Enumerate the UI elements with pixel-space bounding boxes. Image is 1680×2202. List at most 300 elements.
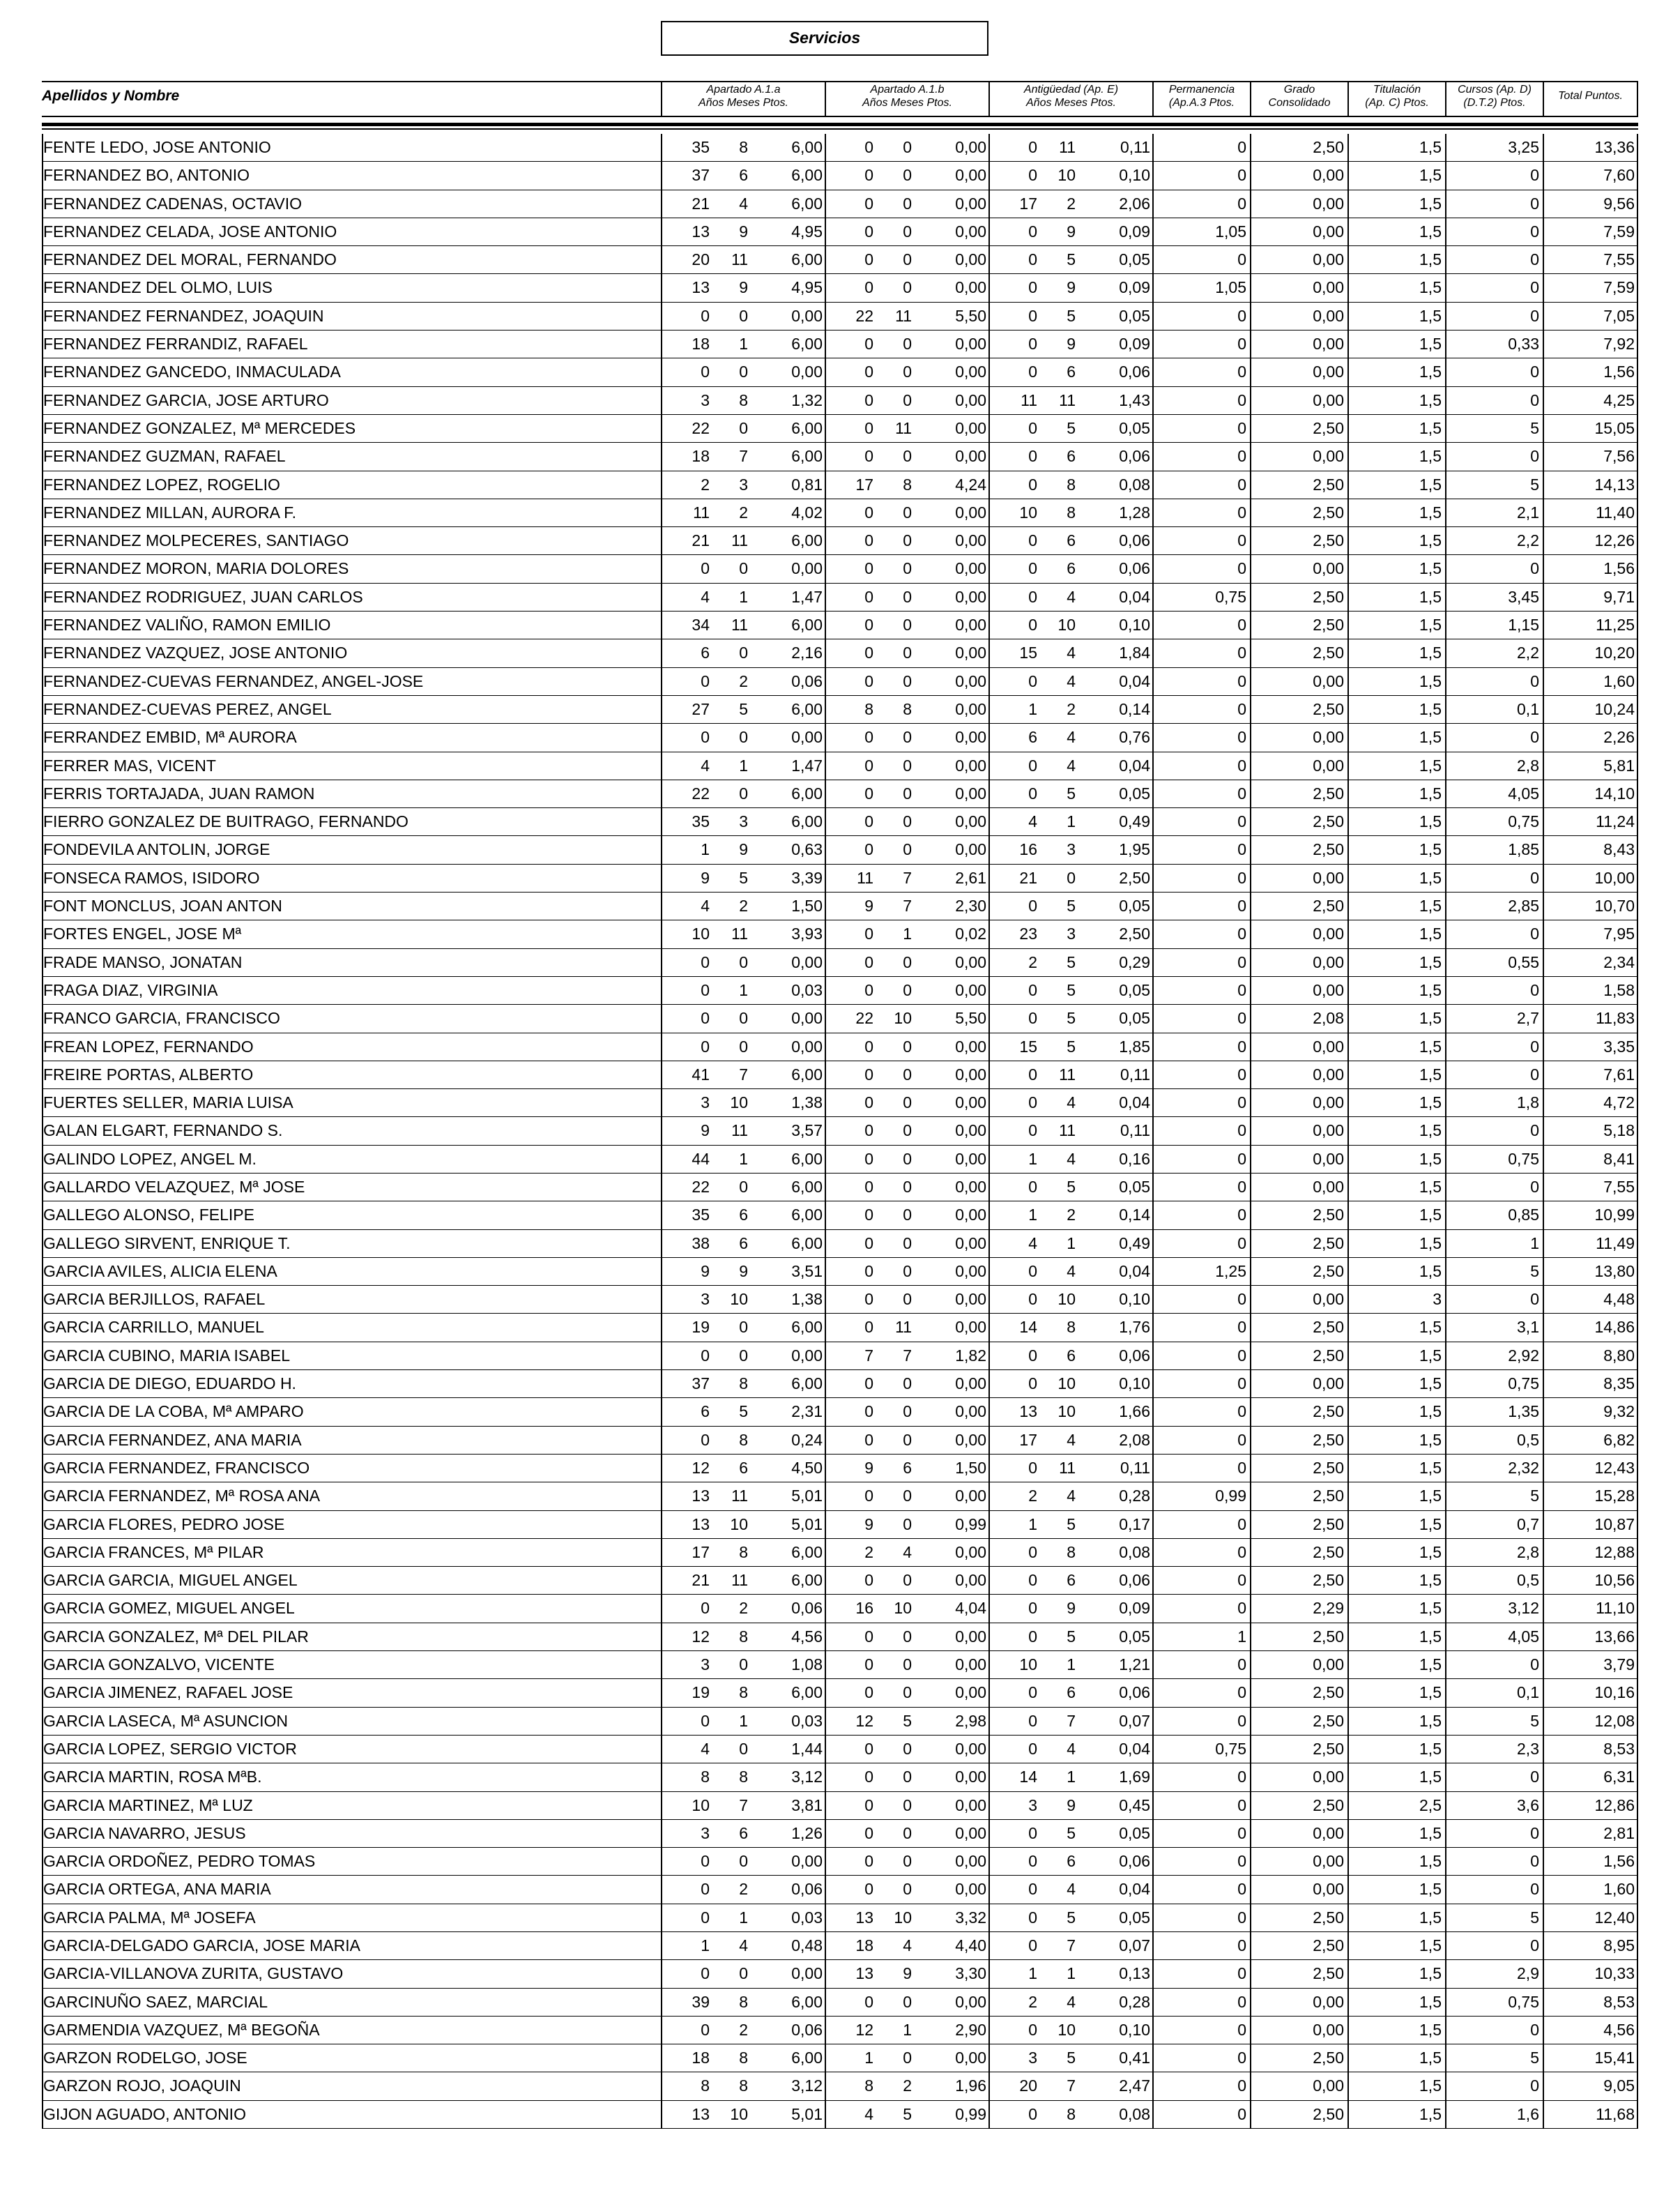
value-cell: 0,00 [1313,1823,1344,1842]
value-cell: 6 [701,1402,710,1421]
value-cell: 0 [1028,1599,1037,1618]
value-cell: 6 [739,1458,748,1477]
table-row [42,471,1638,499]
value-cell: 10 [894,1908,912,1927]
name-cell: GARCIA-VILLANOVA ZURITA, GUSTAVO [43,1964,344,1983]
value-cell: 0,05 [1119,897,1150,916]
value-cell: 0 [1530,1290,1539,1309]
value-cell: 0 [739,363,748,381]
value-cell: 34 [692,616,710,635]
value-cell: 0,7 [1517,1514,1539,1533]
value-cell: 5 [1530,1908,1539,1927]
value-cell: 9 [1067,278,1076,297]
value-cell: 7 [864,1346,873,1365]
name-cell: FERNANDEZ MOLPECERES, SANTIAGO [43,531,349,550]
value-cell: 0,00 [1313,1852,1344,1871]
value-cell: 0 [1530,278,1539,297]
value-cell: 7 [903,1346,912,1365]
value-cell: 12 [692,1458,710,1477]
value-cell: 0 [701,1430,710,1449]
value-cell: 6 [1067,1346,1076,1365]
value-cell: 8 [739,1768,748,1786]
name-cell: FERNANDEZ GONZALEZ, Mª MERCEDES [43,418,356,437]
value-cell: 1,5 [1419,1149,1442,1168]
value-cell: 2,3 [1517,1739,1539,1758]
table-row [42,246,1638,274]
value-cell: 0,00 [1313,250,1344,269]
name-cell: FERNANDEZ-CUEVAS FERNANDEZ, ANGEL-JOSE [43,671,424,690]
value-cell: 1,5 [1419,671,1442,690]
column-separator [1637,584,1638,611]
value-cell: 2,26 [1603,728,1635,747]
column-separator [1637,2072,1638,2100]
value-cell: 10 [894,1009,912,1028]
name-cell: GARCIA LOPEZ, SERGIO VICTOR [43,1739,297,1758]
value-cell: 11,83 [1596,1009,1635,1028]
value-cell: 11 [731,1571,748,1590]
value-cell: 13 [855,1964,873,1983]
value-cell: 2,8 [1517,756,1539,775]
value-cell: 0,00 [955,699,986,718]
value-cell: 11 [1059,1121,1076,1140]
value-cell: 0,00 [955,644,986,662]
value-cell: 0 [1237,840,1246,859]
value-cell: 0 [864,587,873,606]
column-separator [1637,1342,1638,1369]
value-cell: 0 [1237,1374,1246,1393]
value-cell: 0 [903,222,912,241]
table-row [42,358,1638,386]
name-cell: GARCIA GARCIA, MIGUEL ANGEL [43,1571,298,1590]
name-cell: FREIRE PORTAS, ALBERTO [43,1065,254,1084]
value-cell: 0,10 [1119,2020,1150,2039]
value-cell: 4 [1067,756,1076,775]
value-cell: 1,5 [1419,194,1442,213]
value-cell: 7 [903,868,912,887]
value-cell: 2,32 [1508,1458,1539,1477]
name-cell: GARCIA DE DIEGO, EDUARDO H. [43,1374,296,1393]
value-cell: 0 [1237,2076,1246,2095]
value-cell: 3 [739,475,748,494]
table-row [42,499,1638,527]
value-cell: 0 [1237,1177,1246,1196]
value-cell: 0,75 [1215,1739,1246,1758]
name-cell: FERNANDEZ FERRANDIZ, RAFAEL [43,335,308,354]
value-cell: 0 [1237,475,1246,494]
value-cell: 2,50 [1119,868,1150,887]
value-cell: 2,50 [1313,1964,1344,1983]
value-cell: 0 [864,278,873,297]
value-cell: 0 [1237,1599,1246,1618]
value-cell: 0,04 [1119,756,1150,775]
value-cell: 1 [1530,1233,1539,1252]
value-cell: 0 [903,1233,912,1252]
value-cell: 1,5 [1419,166,1442,185]
value-cell: 0,00 [1313,363,1344,381]
value-cell: 6 [739,1823,748,1842]
value-cell: 0,00 [955,447,986,466]
value-cell: 0,48 [791,1936,823,1954]
table-row [42,415,1638,443]
value-cell: 2,50 [1313,1795,1344,1814]
value-cell: 9 [701,868,710,887]
value-cell: 6 [1067,1852,1076,1871]
value-cell: 1,5 [1419,728,1442,747]
value-cell: 1,5 [1419,756,1442,775]
value-cell: 0 [864,1402,873,1421]
value-cell: 0 [1028,756,1037,775]
value-cell: 0,29 [1119,952,1150,971]
value-cell: 0,00 [955,616,986,635]
value-cell: 23 [1019,925,1037,943]
value-cell: 0 [1237,868,1246,887]
value-cell: 0,10 [1119,616,1150,635]
value-cell: 0 [864,222,873,241]
value-cell: 8,95 [1603,1936,1635,1954]
value-cell: 0,00 [1313,278,1344,297]
value-cell: 1,5 [1419,1711,1442,1730]
table-row [42,1482,1638,1510]
name-cell: FONDEVILA ANTOLIN, JORGE [43,840,270,859]
value-cell: 0 [1028,1571,1037,1590]
value-cell: 2 [739,1880,748,1899]
value-cell: 2 [1067,699,1076,718]
name-cell: GARCIA CARRILLO, MANUEL [43,1318,264,1337]
value-cell: 3 [701,1655,710,1674]
value-cell: 6,00 [791,616,823,635]
value-cell: 0,04 [1119,671,1150,690]
name-cell: FRADE MANSO, JONATAN [43,952,243,971]
value-cell: 0 [701,2020,710,2039]
value-cell: 1,21 [1119,1655,1150,1674]
value-cell: 0,13 [1119,1964,1150,1983]
table-row [42,1033,1638,1061]
value-cell: 0 [903,1093,912,1112]
value-cell: 5 [1067,1908,1076,1927]
value-cell: 0 [1028,1009,1037,1028]
value-cell: 11 [731,531,748,550]
value-cell: 1,5 [1419,587,1442,606]
value-cell: 17 [1019,1430,1037,1449]
value-cell: 0,00 [955,194,986,213]
value-cell: 10 [730,2104,748,2123]
value-cell: 1 [864,2049,873,2067]
value-cell: 0 [903,980,912,999]
value-cell: 4 [864,2104,873,2123]
value-cell: 9,05 [1603,2076,1635,2095]
value-cell: 8,35 [1603,1374,1635,1393]
value-cell: 0,49 [1119,812,1150,831]
value-cell: 2,08 [1119,1430,1150,1449]
value-cell: 0 [864,616,873,635]
value-cell: 13 [692,1514,710,1533]
value-cell: 0 [903,1627,912,1646]
value-cell: 6,00 [791,1065,823,1084]
value-cell: 1 [739,980,748,999]
value-cell: 2,50 [1313,1571,1344,1590]
value-cell: 0,06 [1119,559,1150,578]
value-cell: 17 [692,1542,710,1561]
value-cell: 0 [1237,1206,1246,1224]
table-row [42,724,1638,752]
value-cell: 1,5 [1419,1823,1442,1842]
value-cell: 0,45 [1119,1795,1150,1814]
value-cell: 12,88 [1594,1542,1635,1561]
value-cell: 2,50 [1313,418,1344,437]
value-cell: 0 [739,306,748,325]
value-cell: 0,06 [791,1880,823,1899]
column-separator [1637,2101,1638,2128]
value-cell: 0 [1028,587,1037,606]
value-cell: 0 [864,1121,873,1140]
value-cell: 0 [1028,138,1037,156]
value-cell: 11 [895,418,912,437]
value-cell: 6 [1067,1683,1076,1702]
col-titulacion: Titulación (Ap. C) Ptos. [1347,81,1445,117]
value-cell: 0 [1237,925,1246,943]
value-cell: 6,00 [791,1683,823,1702]
value-cell: 13,36 [1594,138,1635,156]
value-cell: 0 [1237,1009,1246,1028]
value-cell: 1 [739,1908,748,1927]
value-cell: 1 [739,335,748,354]
value-cell: 8 [864,2076,873,2095]
value-cell: 0,05 [1119,784,1150,803]
value-cell: 9 [864,1458,873,1477]
value-cell: 0,00 [1313,952,1344,971]
value-cell: 1,5 [1419,1065,1442,1084]
value-cell: 2,50 [1313,2104,1344,2123]
value-cell: 0,00 [955,2049,986,2067]
value-cell: 1,5 [1419,1346,1442,1365]
table-row [42,1932,1638,1960]
value-cell: 0 [864,194,873,213]
value-cell: 2,50 [1313,1430,1344,1449]
value-cell: 2 [701,475,710,494]
value-cell: 0 [1237,1514,1246,1533]
value-cell: 0,00 [791,306,823,325]
value-cell: 2,8 [1517,1542,1539,1561]
value-cell: 44 [692,1149,710,1168]
value-cell: 0,00 [955,559,986,578]
header-rule-thick [42,123,1638,126]
value-cell: 1,5 [1419,897,1442,916]
value-cell: 3,32 [955,1908,986,1927]
value-cell: 0 [864,1571,873,1590]
value-cell: 4 [1067,671,1076,690]
value-cell: 0 [864,363,873,381]
col-apellidos: Apellidos y Nombre [42,88,180,104]
value-cell: 0,00 [955,1233,986,1252]
value-cell: 2,50 [1313,699,1344,718]
name-cell: FENTE LEDO, JOSE ANTONIO [43,138,271,156]
value-cell: 0 [739,559,748,578]
column-separator [1637,1146,1638,1173]
value-cell: 0,05 [1119,1823,1150,1842]
value-cell: 1,5 [1419,840,1442,859]
value-cell: 3,39 [791,868,823,887]
value-cell: 5 [739,699,748,718]
value-cell: 1 [1067,1768,1076,1786]
value-cell: 7,55 [1603,250,1635,269]
value-cell: 0,00 [955,335,986,354]
value-cell: 0 [739,1852,748,1871]
value-cell: 7,95 [1603,925,1635,943]
value-cell: 0 [903,1683,912,1702]
table-row [42,1398,1638,1426]
value-cell: 0 [864,531,873,550]
value-cell: 5 [1067,897,1076,916]
table-row [42,808,1638,836]
value-cell: 5 [1530,2049,1539,2067]
name-cell: FERNANDEZ GANCEDO, INMACULADA [43,363,341,381]
column-separator [1637,134,1638,161]
value-cell: 0 [1028,784,1037,803]
value-cell: 9 [1067,222,1076,241]
value-cell: 5,50 [955,306,986,325]
col-apartado-a1a: Apartado A.1.a Años Meses Ptos. [661,81,825,117]
value-cell: 13 [692,1487,710,1505]
value-cell: 0 [864,1430,873,1449]
table-row [42,555,1638,583]
name-cell: GARCIA FERNANDEZ, ANA MARIA [43,1430,302,1449]
value-cell: 0 [864,1487,873,1505]
column-separator [1637,471,1638,499]
value-cell: 1 [1028,1514,1037,1533]
value-cell: 0 [1028,447,1037,466]
name-cell: FERNANDEZ CELADA, JOSE ANTONIO [43,222,337,241]
value-cell: 1,82 [955,1346,986,1365]
value-cell: 1,38 [791,1093,823,1112]
value-cell: 10 [1057,1402,1076,1421]
value-cell: 0 [864,1318,873,1337]
value-cell: 0 [1028,1542,1037,1561]
name-cell: FERNANDEZ FERNANDEZ, JOAQUIN [43,306,324,325]
value-cell: 0 [1237,1149,1246,1168]
value-cell: 2,31 [791,1402,823,1421]
value-cell: 0 [864,1852,873,1871]
value-cell: 2,50 [1313,1487,1344,1505]
value-cell: 8 [701,2076,710,2095]
value-cell: 21 [692,194,710,213]
value-cell: 0 [701,1964,710,1983]
value-cell: 7 [903,897,912,916]
value-cell: 1,5 [1419,1571,1442,1590]
value-cell: 19 [692,1683,710,1702]
value-cell: 0,09 [1119,222,1150,241]
table-row [42,134,1638,162]
value-cell: 10,20 [1594,644,1635,662]
value-cell: 7,59 [1603,278,1635,297]
column-separator [1637,1763,1638,1791]
value-cell: 10,70 [1594,897,1635,916]
value-cell: 0,11 [1120,1121,1150,1140]
value-cell: 4 [739,194,748,213]
value-cell: 4 [701,897,710,916]
value-cell: 1,5 [1419,559,1442,578]
value-cell: 4 [1067,1739,1076,1758]
value-cell: 1,5 [1419,1964,1442,1983]
value-cell: 10 [1057,616,1076,635]
value-cell: 0,07 [1119,1711,1150,1730]
value-cell: 11 [1059,1065,1076,1084]
value-cell: 2 [903,2076,912,2095]
value-cell: 2,50 [1313,1936,1344,1954]
table-row [42,1708,1638,1736]
value-cell: 6 [1067,363,1076,381]
value-cell: 0 [1530,559,1539,578]
value-cell: 2,50 [1313,1711,1344,1730]
value-cell: 0 [903,840,912,859]
value-cell: 1,5 [1419,1599,1442,1618]
value-cell: 0,06 [1119,1683,1150,1702]
value-cell: 11 [693,503,710,522]
value-cell: 3,30 [955,1964,986,1983]
value-cell: 7 [739,447,748,466]
value-cell: 4,50 [791,1458,823,1477]
value-cell: 5 [1067,784,1076,803]
value-cell: 8 [1067,1318,1076,1337]
value-cell: 0,04 [1119,1880,1150,1899]
value-cell: 0 [1530,306,1539,325]
value-cell: 21 [692,531,710,550]
value-cell: 2,50 [1313,1458,1344,1477]
value-cell: 6,00 [791,531,823,550]
value-cell: 0 [1028,671,1037,690]
value-cell: 5,81 [1603,756,1635,775]
table-row [42,443,1638,471]
value-cell: 3 [1028,1795,1037,1814]
value-cell: 0 [1028,166,1037,185]
value-cell: 0 [701,671,710,690]
table-row [42,190,1638,218]
value-cell: 8 [701,1768,710,1786]
value-cell: 0 [864,1880,873,1899]
value-cell: 11 [1059,1458,1076,1477]
value-cell: 0,04 [1119,1261,1150,1280]
value-cell: 4 [1028,1233,1037,1252]
value-cell: 3,81 [791,1795,823,1814]
value-cell: 1 [739,1711,748,1730]
value-cell: 0 [739,1037,748,1056]
value-cell: 0,00 [955,1739,986,1758]
value-cell: 2,50 [1313,812,1344,831]
value-cell: 6,00 [791,166,823,185]
column-separator [1637,246,1638,273]
value-cell: 0 [1530,166,1539,185]
column-separator [1637,2044,1638,2072]
value-cell: 0,00 [1313,1374,1344,1393]
value-cell: 7,61 [1603,1065,1635,1084]
value-cell: 0,00 [1313,390,1344,409]
value-cell: 4 [1067,1149,1076,1168]
value-cell: 13 [1019,1402,1037,1421]
value-cell: 0,06 [1119,363,1150,381]
value-cell: 11 [731,616,748,635]
value-cell: 0,00 [955,138,986,156]
value-cell: 0 [1237,531,1246,550]
value-cell: 4 [1067,644,1076,662]
value-cell: 0 [1028,1290,1037,1309]
table-row [42,2044,1638,2072]
value-cell: 0 [903,1880,912,1899]
value-cell: 6,00 [791,447,823,466]
table-row [42,1848,1638,1876]
value-cell: 9 [1067,1599,1076,1618]
value-cell: 9 [739,840,748,859]
value-cell: 0 [903,2049,912,2067]
value-cell: 2,81 [1603,1823,1635,1842]
